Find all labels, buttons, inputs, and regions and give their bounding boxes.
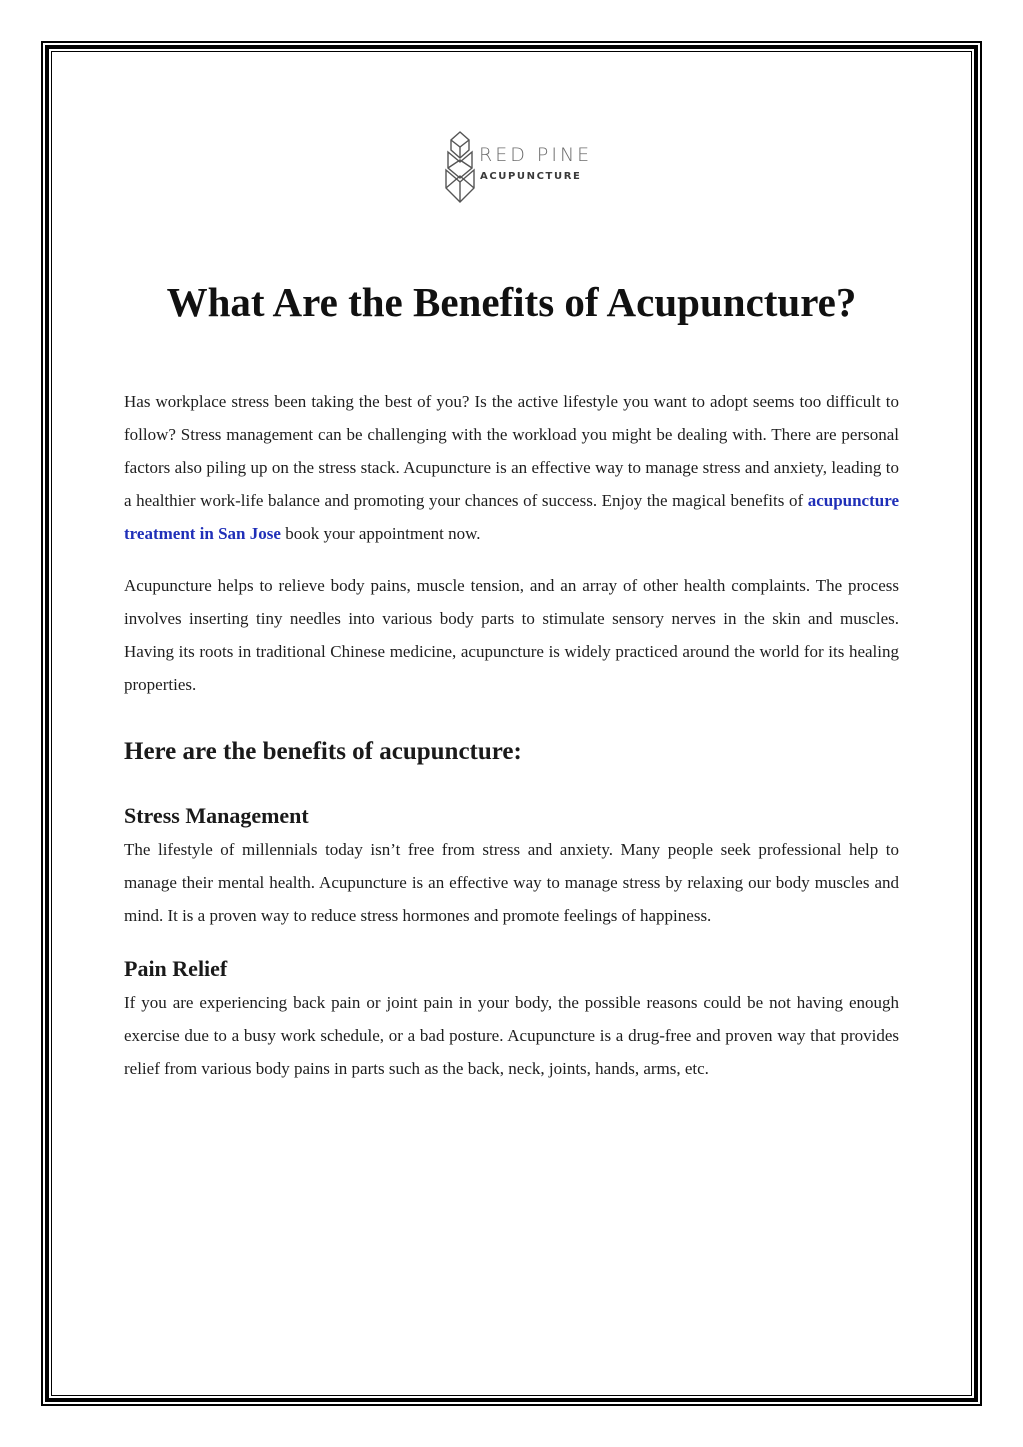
benefits-heading: Here are the benefits of acupuncture: <box>124 738 522 765</box>
red-pine-logo <box>443 130 593 206</box>
intro-paragraph-2: Acupuncture helps to relieve body pains, muscle tension, and an array of other health complaints. The process involves inserting tiny needles into various body parts to stimulate sensory nerves in the skin and muscles. Having its roots in traditional Chinese medicine, acupuncture is widely practiced around the world for its healing properties. <box>124 576 899 694</box>
section-pain-relief <box>124 956 899 1085</box>
intro-paragraph-1 <box>124 385 899 550</box>
section-heading: Pain Relief <box>124 956 228 981</box>
section-heading: Stress Management <box>124 803 309 828</box>
intro-text-before-link: Has workplace stress been taking the best of you? Is the active lifestyle you want to adopt seems too difficult to follow? Stress management can be challenging with the workload you might be dealing with. There are personal factors also piling up on the stress stack. Acupuncture is an effective way to manage stress and anxiety, leading to a healthier work-life balance and promoting your chances of success. Enjoy the magical benefits of <box>124 392 899 510</box>
logo-subtitle: ACUPUNCTURE <box>480 171 582 182</box>
logo-wordmark: RED PINE <box>479 144 593 166</box>
page-title: What Are the Benefits of Acupuncture? <box>166 279 857 325</box>
intro-text-after-link: book your appointment now. <box>280 524 481 543</box>
acupuncture-treatment-link[interactable]: acupuncture treatment in San Jose <box>124 491 899 543</box>
section-stress-management <box>124 803 899 932</box>
section-body: The lifestyle of millennials today isn’t free from stress and anxiety. Many people seek professional help to manage their mental health. Acupuncture is an effective way to manage stress by relaxing our body muscles and mind. It is a proven way to reduce stress hormones and promote feelings of happiness. <box>124 840 899 925</box>
pine-cone-icon <box>443 130 477 206</box>
article-body <box>124 385 899 1109</box>
section-body: If you are experiencing back pain or joint pain in your body, the possible reasons could be not having enough exercise due to a busy work schedule, or a bad posture. Acupuncture is a drug-free and proven way that provides relief from various body pains in parts such as the back, neck, joints, hands, arms, etc. <box>124 993 899 1078</box>
